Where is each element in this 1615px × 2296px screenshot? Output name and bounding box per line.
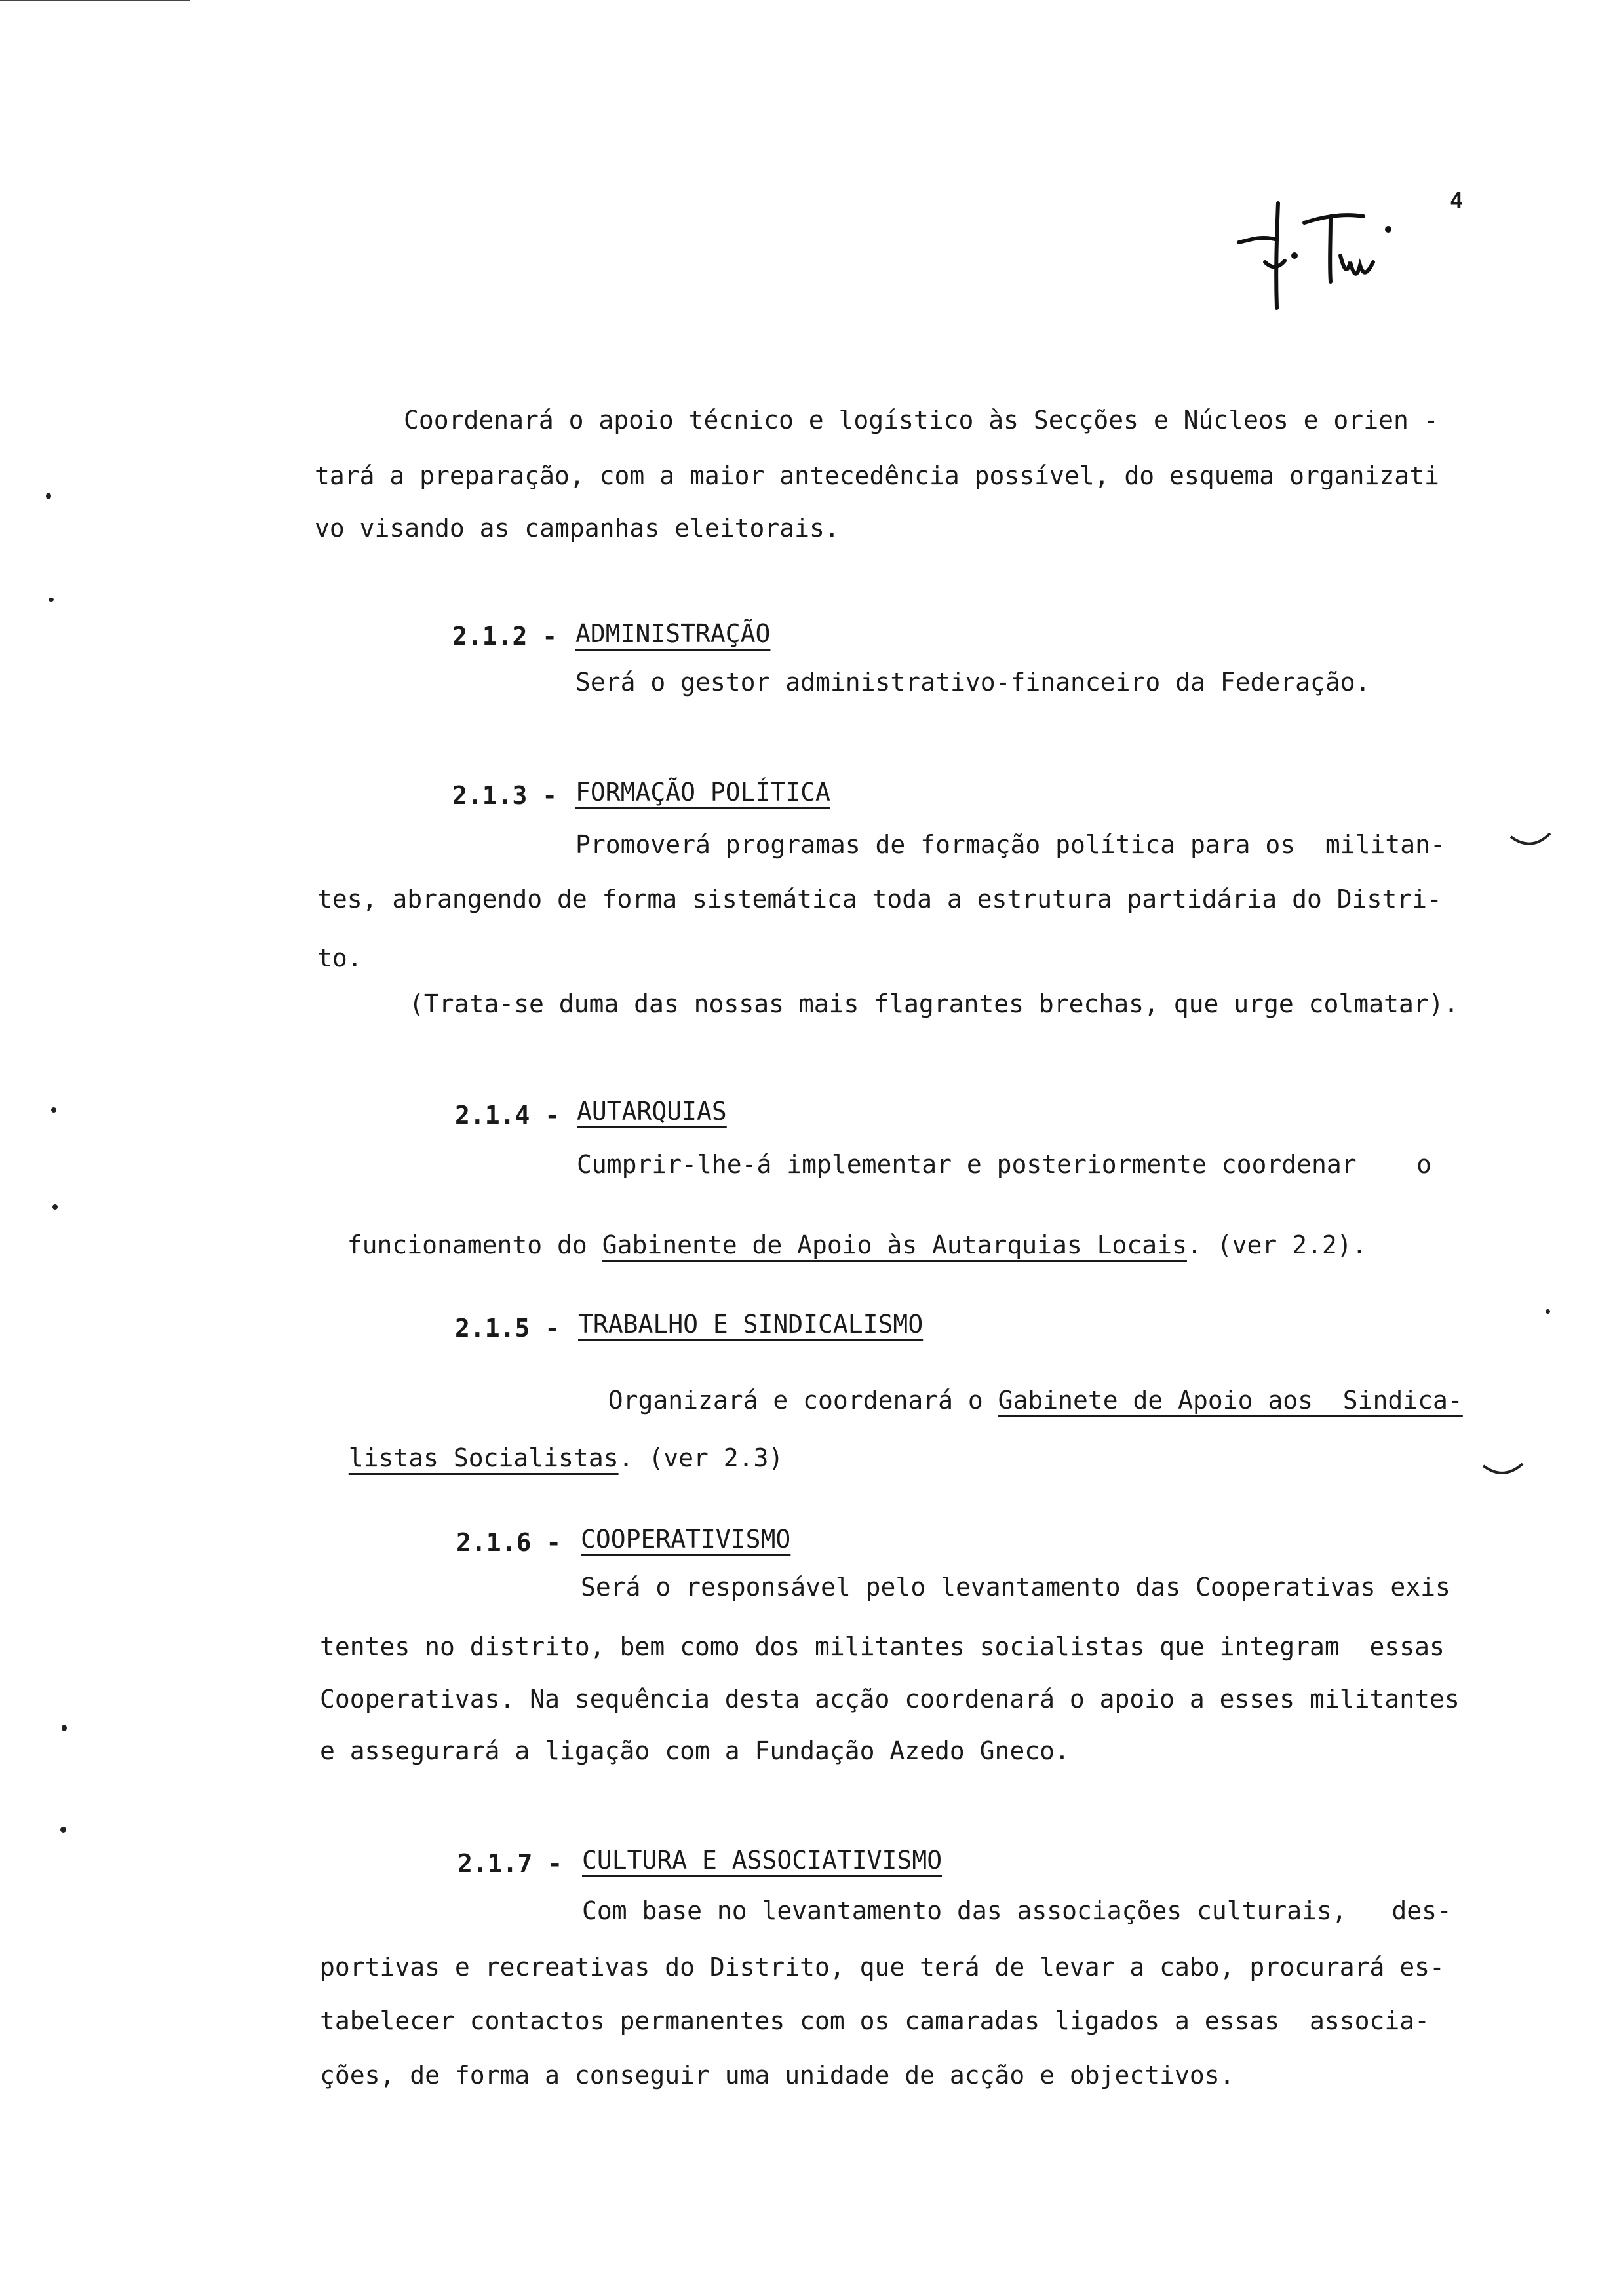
section-line: tes, abrangendo de forma sistemática toda a estrutura partidária do Distri- — [317, 885, 1442, 913]
handwritten-signature — [1226, 177, 1442, 315]
margin-stroke — [1508, 827, 1553, 853]
section-line: portivas e recreativas do Distrito, que terá de levar a cabo, procurará es- — [320, 1953, 1445, 1981]
scan-speck — [46, 493, 51, 499]
scan-edge-line — [0, 0, 190, 1]
section-number: 2.1.4 - — [455, 1101, 560, 1130]
section-heading: COOPERATIVISMO — [581, 1525, 791, 1554]
section-line: Cumprir-lhe-á implementar e posteriormente coordenar o — [577, 1150, 1432, 1179]
section-line: Será o gestor administrativo-financeiro da Federação. — [575, 668, 1371, 697]
scan-speck — [49, 598, 54, 602]
scan-speck — [51, 1107, 56, 1113]
section-line: Cooperativas. Na sequência desta acção coordenará o apoio a esses militantes — [320, 1685, 1460, 1713]
section-line: e assegurará a ligação com a Fundação Azedo Gneco. — [320, 1736, 1070, 1765]
scan-speck — [60, 1827, 66, 1833]
section-number: 2.1.5 - — [455, 1314, 560, 1343]
intro-line-2: tará a preparação, com a maior antecedência possível, do esquema organizati — [315, 461, 1439, 490]
section-number: 2.1.7 - — [457, 1849, 563, 1878]
section-heading: TRABALHO E SINDICALISMO — [578, 1310, 924, 1339]
section-line — [317, 1208, 1367, 1257]
section-line: to. — [317, 944, 362, 972]
section-number: 2.1.2 - — [452, 622, 558, 651]
section-heading: AUTARQUIAS — [577, 1097, 727, 1126]
section-heading: CULTURA E ASSOCIATIVISMO — [582, 1846, 943, 1875]
section-heading: FORMAÇÃO POLÍTICA — [575, 778, 830, 807]
section-line: Promoverá programas de formação política para os militan- — [575, 830, 1445, 859]
cross-reference: Gabinete de Apoio aos Sindica- — [998, 1386, 1463, 1415]
section-line: ções, de forma a conseguir uma unidade de acção e objectivos. — [320, 2061, 1235, 2090]
margin-stroke — [1480, 1456, 1526, 1482]
line-text: . (ver 2.3) — [618, 1444, 784, 1472]
scan-speck — [62, 1725, 67, 1731]
section-number: 2.1.6 - — [456, 1528, 562, 1557]
section-line: Será o responsável pelo levantamento das Cooperativas exis — [581, 1573, 1450, 1601]
section-line — [578, 1363, 1463, 1413]
cross-reference: listas Socialistas — [348, 1444, 619, 1472]
section-line: tabelecer contactos permanentes com os camaradas ligados a essas associa- — [320, 2006, 1430, 2035]
scan-speck — [1546, 1309, 1550, 1314]
section-line — [319, 1421, 783, 1470]
page-number: 4 — [1450, 188, 1464, 214]
line-text: Organizará e coordenará o — [608, 1386, 998, 1415]
cross-reference: Gabinente de Apoio às Autarquias Locais — [602, 1231, 1187, 1259]
section-number: 2.1.3 - — [452, 781, 558, 810]
line-text: . (ver 2.2). — [1186, 1231, 1367, 1259]
section-line: tentes no distrito, bem como dos militantes socialistas que integram essas — [320, 1632, 1445, 1661]
section-heading: ADMINISTRAÇÃO — [575, 619, 771, 648]
intro-line-1: Coordenará o apoio técnico e logístico às Secções e Núcleos e orien - — [404, 406, 1439, 434]
intro-line-3: vo visando as campanhas eleitorais. — [315, 514, 840, 543]
scan-speck — [52, 1204, 58, 1210]
section-line: Com base no levantamento das associações culturais, des- — [582, 1896, 1452, 1925]
line-text: funcionamento do — [347, 1231, 602, 1259]
section-note: (Trata-se duma das nossas mais flagrantes brechas, que urge colmatar). — [409, 989, 1459, 1018]
